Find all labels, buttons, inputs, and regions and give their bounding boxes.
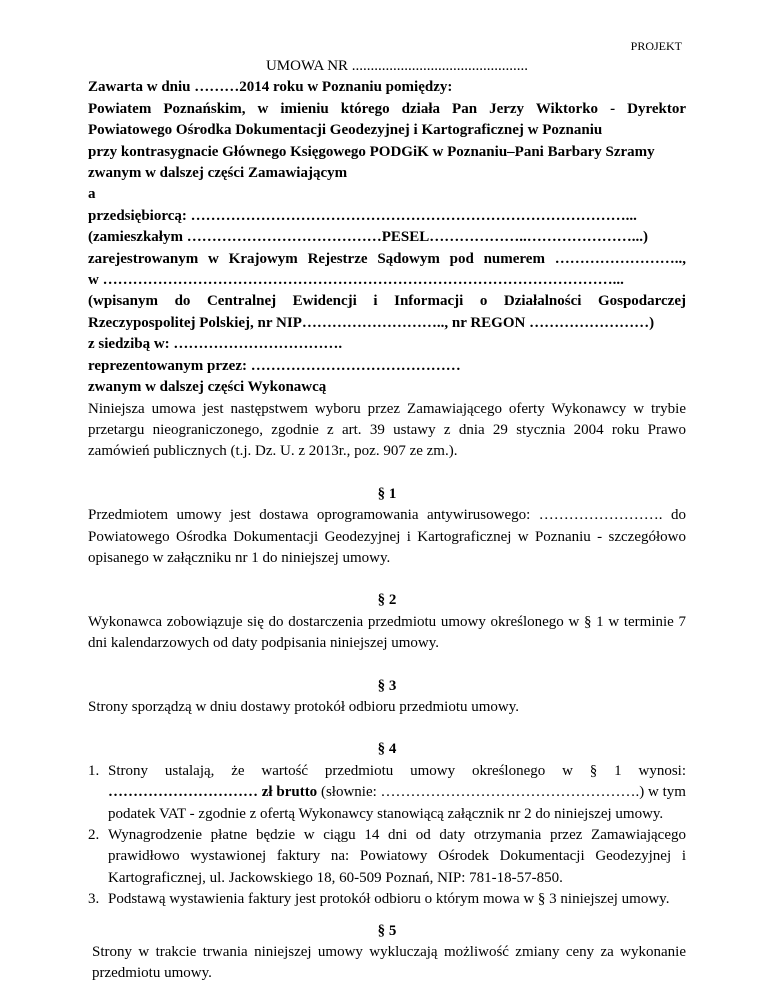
section-3-heading: § 3 xyxy=(377,677,397,694)
item-number: 3. xyxy=(88,891,100,908)
party-line-date: Zawarta w dniu ………2014 roku w Poznaniu pomiędzy: xyxy=(88,79,453,96)
party-line-seat: z siedzibą w: ……………………………. xyxy=(88,336,343,353)
party-line-entrepreneur: przedsiębiorcą: ……………………………………………………………………………... xyxy=(88,207,637,224)
party-line-residence: (zamieszkałym …………………………………PESEL………………..…………………...) xyxy=(88,229,648,246)
contract-title: UMOWA NR ............................................... xyxy=(265,58,529,74)
item-number: 2. xyxy=(88,827,100,843)
parties-block xyxy=(88,77,686,462)
list-item xyxy=(88,889,686,910)
list-item xyxy=(88,761,686,825)
party-line-and: a xyxy=(88,186,96,203)
item-number: 1. xyxy=(88,762,100,779)
party-line-county: Powiatem Poznańskim, w imieniu którego działa Pan Jerzy Wiktorko - Dyrektor xyxy=(88,100,686,117)
party-line-office: Powiatowego Ośrodka Dokumentacji Geodezyjnej i Kartograficznej w Poznaniu xyxy=(88,122,603,139)
document-page xyxy=(88,38,686,985)
party-line-krs: zarejestrowanym w Krajowym Rejestrze Sądowym pod numerem …………………….., xyxy=(88,250,686,267)
section-2-text: Wykonawca zobowiązuje się do dostarczenia przedmiotu umowy określonego w § 1 w terminie 7 dni kalendarzowych od daty podpisania niniejszej umowy. xyxy=(88,613,686,652)
price-placeholder: ………………………… zł brutto xyxy=(108,784,318,801)
item-text: Wynagrodzenie płatne będzie w ciągu 14 dni od daty otrzymania przez Zamawiającego prawidłowo wystawionej faktury na: Powiatowy Ośrodek Dokumentacji Geodezyjnej i Kartograficznej, ul. Jackowskiego 18, 60-509 Poznań, NIP: 781-18-57-850. xyxy=(108,827,686,886)
item-text: Podstawą wystawienia faktury jest protokół odbioru o którym mowa w § 3 niniejszej umowy. xyxy=(108,891,670,908)
section-4-list xyxy=(88,761,686,911)
section-3-text: Strony sporządzą w dniu dostawy protokół odbioru przedmiotu umowy. xyxy=(88,698,520,715)
item-text-continued: (słownie: …………………………………………….) w tym podatek VAT - zgodnie z ofertą Wykonawcy stanowiącą załącznik nr 2 do niniejszej umowy. xyxy=(108,784,686,822)
section-1-heading: § 1 xyxy=(377,485,397,502)
item-text: Strony ustalają, że wartość przedmiotu umowy określonego w § 1 wynosi: xyxy=(108,762,686,779)
party-line-krs-place: w …………………………………………………………………………………………... xyxy=(88,272,624,289)
list-item xyxy=(88,825,686,889)
section-4-heading: § 4 xyxy=(377,741,397,758)
intro-paragraph: Niniejsza umowa jest następstwem wyboru przez Zamawiającego oferty Wykonawcy w trybie przetargu nieograniczonego, zgodnie z art. 39 ustawy z dnia 29 stycznia 2004 roku Prawo zamówień publicznych (t.j. Dz. U. z 2013r., poz. 907 ze zm.). xyxy=(88,400,686,460)
section-1-text: Przedmiotem umowy jest dostawa oprogramowania antywirusowego: ……………………. do Powiatowego Ośrodka Dokumentacji Geodezyjnej i Kartograficznej w Poznaniu - szczegółowo opisanego w załączniku nr 1 do niniejszej umowy. xyxy=(88,507,686,566)
party-line-ordering: zwanym w dalszej części Zamawiającym xyxy=(88,165,348,182)
draft-label: PROJEKT xyxy=(630,39,682,53)
section-5-heading: § 5 xyxy=(377,922,397,939)
party-line-contractor: zwanym w dalszej części Wykonawcą xyxy=(88,379,327,396)
party-line-ceidg: (wpisanym do Centralnej Ewidencji i Informacji o Działalności Gospodarczej xyxy=(88,293,686,310)
party-line-countersign: przy kontrasygnacie Głównego Księgowego PODGiK w Poznaniu–Pani Barbary Szramy xyxy=(88,143,655,160)
party-line-represented: reprezentowanym przez: …………………………………… xyxy=(88,357,461,374)
section-2-heading: § 2 xyxy=(377,592,397,609)
section-5-text: Strony w trakcie trwania niniejszej umowy wykluczają możliwość zmiany ceny za wykonanie przedmiotu umowy. xyxy=(92,944,686,982)
party-line-nip-regon: Rzeczypospolitej Polskiej, nr NIP……………………….., nr REGON ……………………) xyxy=(88,314,655,331)
